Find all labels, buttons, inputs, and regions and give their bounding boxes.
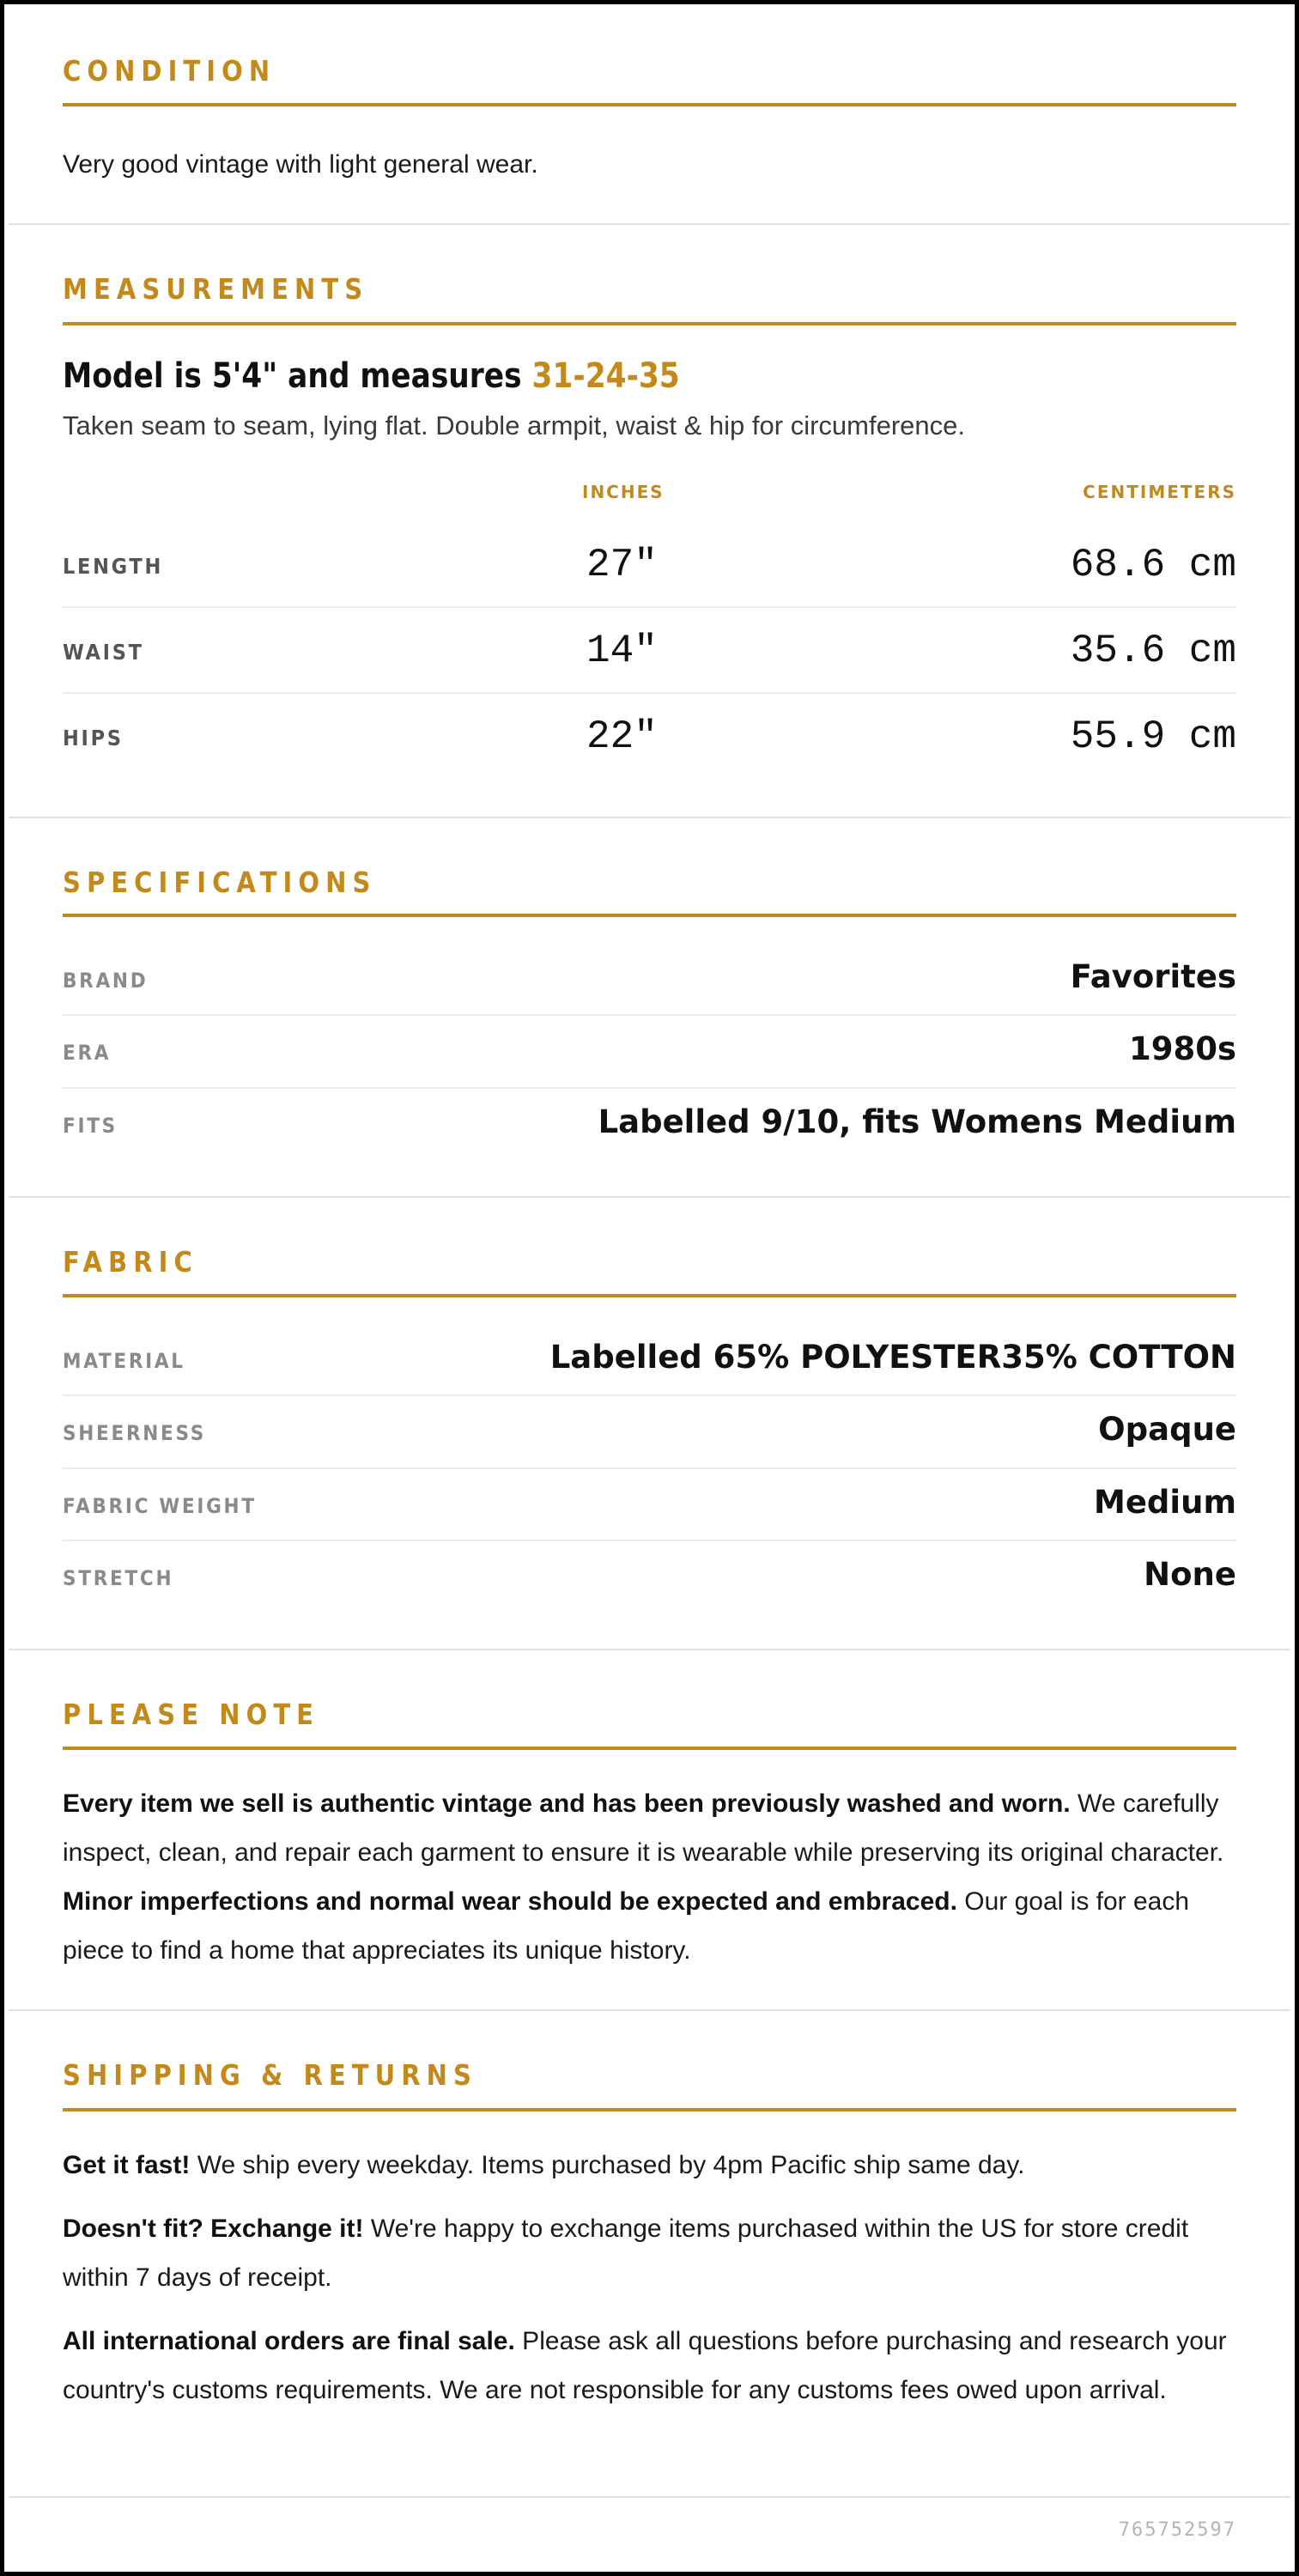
measurements-heading: MEASUREMENTS <box>63 272 369 306</box>
note-text-1: We carefully inspect, clean, and repair each garment to ensure it is wearable while preserving its original character. <box>63 1789 1224 1867</box>
measurements-section <box>63 225 1236 817</box>
product-id: 765752597 <box>1118 2519 1236 2541</box>
inches-column-header: INCHES <box>582 482 665 502</box>
shipping-text-international: Please ask all questions before purchasing and research your country's customs requirements. We are not responsible for any customs fees owed upon arrival. <box>63 2327 1227 2404</box>
note-emphasis-2: Minor imperfections and normal wear should be expected and embraced. <box>63 1887 957 1916</box>
condition-heading: CONDITION <box>63 54 276 88</box>
specifications-section <box>63 818 1236 1196</box>
please-note-rule <box>63 1747 1236 1750</box>
model-measurements <box>63 356 680 396</box>
measurements-rule <box>63 322 1236 325</box>
row-separator <box>63 1540 1236 1541</box>
fabric-label-weight: FABRIC WEIGHT <box>63 1494 257 1518</box>
spec-value-era: 1980s <box>1128 1030 1236 1067</box>
spec-label-fits: FITS <box>63 1114 118 1138</box>
measurement-label-hips: HIPS <box>63 726 124 750</box>
spec-label-era: ERA <box>63 1041 112 1065</box>
specifications-heading: SPECIFICATIONS <box>63 866 377 899</box>
please-note-heading: PLEASE NOTE <box>63 1698 320 1731</box>
row-separator <box>63 692 1236 694</box>
shipping-paragraph-fast <box>63 2141 1236 2190</box>
condition-section <box>63 4 1236 223</box>
fabric-value-weight: Medium <box>1094 1484 1236 1521</box>
fabric-value-material: Labelled 65% POLYESTER35% COTTON <box>549 1339 1236 1376</box>
shipping-emphasis-fast: Get it fast! <box>63 2151 191 2179</box>
model-figures: 31-24-35 <box>531 356 680 396</box>
measurement-inches-length: 27" <box>586 543 658 587</box>
shipping-paragraph-international <box>63 2317 1236 2415</box>
fabric-rule <box>63 1294 1236 1297</box>
shipping-text-exchange: We're happy to exchange items purchased within the US for store credit within 7 days of receipt. <box>63 2215 1189 2292</box>
fabric-section <box>63 1198 1236 1649</box>
spec-value-brand: Favorites <box>1070 958 1236 995</box>
measurement-inches-hips: 22" <box>586 714 658 759</box>
fabric-label-stretch: STRETCH <box>63 1566 174 1590</box>
shipping-rule <box>63 2108 1236 2111</box>
row-separator <box>63 1467 1236 1469</box>
shipping-paragraph-exchange <box>63 2204 1236 2302</box>
please-note-section <box>63 1650 1236 2011</box>
note-emphasis-1: Every item we sell is authentic vintage and has been previously washed and worn. <box>63 1789 1071 1818</box>
shipping-section <box>63 2011 1236 2496</box>
condition-text: Very good vintage with light general wear. <box>63 150 538 179</box>
specifications-rule <box>63 914 1236 917</box>
fabric-label-material: MATERIAL <box>63 1349 185 1373</box>
row-separator <box>63 1014 1236 1016</box>
measurement-cm-hips: 55.9 cm <box>1070 714 1236 759</box>
spec-label-brand: BRAND <box>63 969 149 993</box>
section-divider <box>9 2496 1290 2498</box>
measurement-inches-waist: 14" <box>586 629 658 673</box>
measurements-subtitle: Taken seam to seam, lying flat. Double armpit, waist & hip for circumference. <box>63 410 965 440</box>
row-separator <box>63 606 1236 608</box>
shipping-emphasis-international: All international orders are final sale. <box>63 2327 515 2355</box>
fabric-value-stretch: None <box>1144 1556 1236 1593</box>
row-separator <box>63 1087 1236 1089</box>
measurement-label-waist: WAIST <box>63 640 144 665</box>
note-text-2: Our goal is for each piece to find a home that appreciates its unique history. <box>63 1887 1190 1965</box>
spec-value-fits: Labelled 9/10, fits Womens Medium <box>598 1103 1236 1140</box>
shipping-text-fast: We ship every weekday. Items purchased by 4pm Pacific ship same day. <box>190 2151 1025 2179</box>
condition-rule <box>63 103 1236 106</box>
fabric-heading: FABRIC <box>63 1245 198 1279</box>
measurement-cm-waist: 35.6 cm <box>1070 629 1236 673</box>
row-separator <box>63 1394 1236 1396</box>
shipping-emphasis-exchange: Doesn't fit? Exchange it! <box>63 2215 364 2243</box>
please-note-text <box>63 1779 1236 1975</box>
centimeters-column-header: CENTIMETERS <box>1083 482 1236 502</box>
shipping-heading: SHIPPING & RETURNS <box>63 2058 477 2092</box>
fabric-value-sheerness: Opaque <box>1098 1411 1236 1448</box>
measurement-label-length: LENGTH <box>63 554 163 579</box>
fabric-label-sheerness: SHEERNESS <box>63 1421 207 1445</box>
measurement-cm-length: 68.6 cm <box>1070 543 1236 587</box>
model-text: Model is 5'4" and measures <box>63 356 532 396</box>
